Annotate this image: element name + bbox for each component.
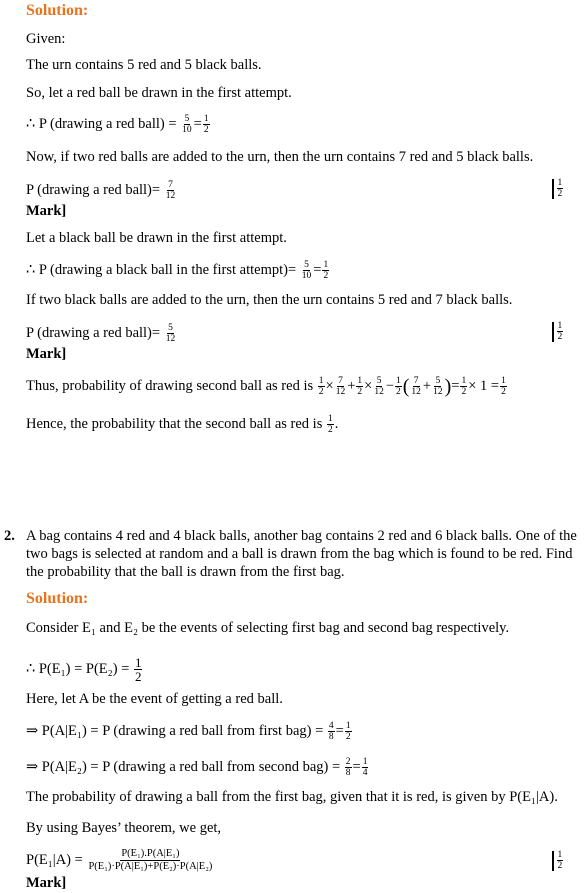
half-mark: $\frac{1}{2}$ bbox=[552, 850, 564, 871]
fraction: $\frac{5}{12}$ bbox=[165, 323, 176, 344]
prob-a-given-e1-line: ⇒ P(A|E₁) = P (drawing a red ball from first bag) = $\frac{4}{8}$ = $\frac{1}{2}$ bbox=[26, 721, 351, 742]
mark-label: Mark] bbox=[26, 203, 67, 219]
first-attempt-text: So, let a red ball be drawn in the first attempt. bbox=[26, 85, 292, 101]
fraction: $\frac{5}{10}$ bbox=[301, 260, 312, 281]
bayes-intro-text: The probability of drawing a ball from the first bag, given that it is red, is given by P(E₁|A). bbox=[26, 789, 558, 805]
event-a-definition: Here, let A be the event of getting a red ball. bbox=[26, 691, 283, 707]
prob-black-line: ∴ P (drawing a black ball in the first attempt)= $\frac{5}{10}$ = $\frac{1}{2}$ bbox=[26, 260, 329, 281]
half-mark: $\frac{1}{2}$ bbox=[552, 321, 564, 342]
added-red-text: Now, if two red balls are added to the urn, then the urn contains 7 red and 5 black balls. bbox=[26, 149, 534, 165]
question-text: A bag contains 4 red and 4 black balls, another bag contains 2 red and 6 black balls. One of the two bags is selected at random and a ball is drawn from the bag which is found to be red. Find the probability that the ball is drawn from the first bag. bbox=[26, 528, 577, 580]
given-label: Given: bbox=[26, 31, 66, 47]
prob-red-5-12-line: P (drawing a red ball)= $\frac{5}{12}$ bbox=[26, 323, 176, 344]
black-first-text: Let a black ball be drawn in the first attempt. bbox=[26, 230, 287, 246]
solution-heading: Solution: bbox=[26, 590, 89, 607]
second-ball-red-line: Thus, probability of drawing second ball as red is $\frac{1}{2}$ × $\frac{7}{12}$ + $\frac{1}{2}$ × $\frac{5}{12}$ − $\frac{1}{2}$ ( $\frac{7}{12}$ + $\frac{5}{12}$ )= $\frac{1}{2}$ × 1 = $\frac{1}{2}$ bbox=[26, 375, 506, 398]
fraction: $\frac{5}{10}$ bbox=[182, 114, 192, 135]
prob-red-7-12-line: P (drawing a red ball)= $\frac{7}{12}$ bbox=[26, 180, 176, 201]
events-definition: Consider E₁ and E₂ be the events of selecting first bag and second bag respectively. bbox=[26, 620, 510, 636]
bayes-theorem-text: By using Bayes’ theorem, we get, bbox=[26, 820, 222, 836]
mark-label: Mark] bbox=[26, 346, 67, 362]
question-number: 2. bbox=[4, 528, 15, 544]
fraction: $\frac{7}{12}$ bbox=[165, 180, 176, 201]
conclusion-line: Hence, the probability that the second ball as red is $\frac{1}{2}$ . bbox=[26, 414, 339, 435]
prob-red-line: ∴ P (drawing a red ball) = $\frac{5}{10}$ = $\frac{1}{2}$ bbox=[26, 114, 209, 135]
added-black-text: If two black balls are added to the urn, then the urn contains 5 red and 7 black balls. bbox=[26, 292, 513, 308]
prob-events-line: ∴ P(E₁) = P(E₂) = $\frac{1}{2}$ bbox=[26, 655, 142, 684]
fraction: $\frac{1}{2}$ bbox=[203, 114, 209, 135]
mark-label: Mark] bbox=[26, 875, 67, 891]
urn-contents-text: The urn contains 5 red and 5 black balls. bbox=[26, 57, 262, 73]
bayes-formula-line: P(E₁|A) = $\frac{\text{P(E₁).P(A|E₁)}}{\text{P(E₁)·P(A|E₁)+P(E₂)·P(A|E₂)}}$ bbox=[26, 848, 213, 872]
half-mark: $\frac{1}{2}$ bbox=[552, 178, 564, 199]
fraction: $\frac{1}{2}$ bbox=[323, 260, 329, 281]
prob-a-given-e2-line: ⇒ P(A|E₂) = P (drawing a red ball from second bag) = $\frac{2}{8}$ = $\frac{1}{4}$ bbox=[26, 757, 368, 778]
solution-heading: Solution: bbox=[26, 2, 89, 19]
